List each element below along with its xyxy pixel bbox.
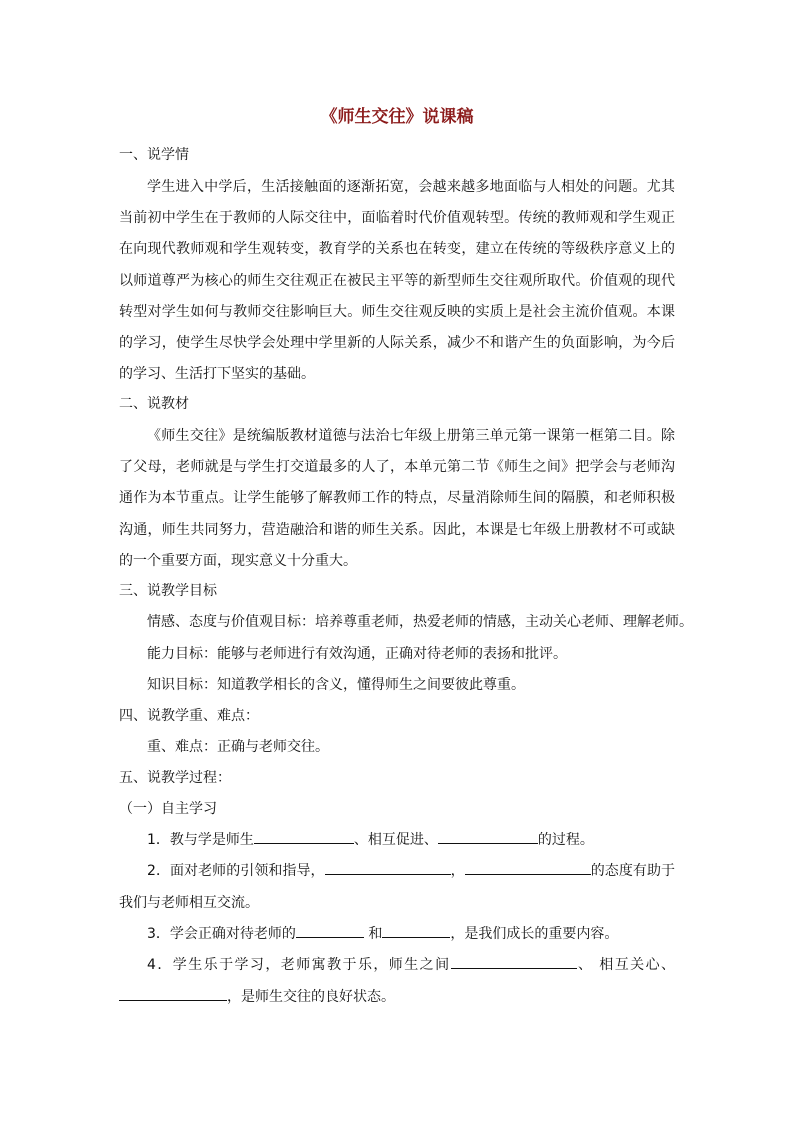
answer-blank[interactable] [254,828,354,844]
question-4-part-c: ，是师生交往的良好状态。 [227,988,395,1005]
question-2-part-c: 的态度有助于我们与老师相互交流。 [119,863,675,911]
question-1-part-b: 、相互促进、 [353,832,438,848]
answer-blank[interactable] [325,859,451,875]
section-heading-textbook: 二、说教材 [119,396,189,412]
question-4-part-b: 、 相互关心、 [576,957,675,973]
question-1 [119,825,675,857]
key-points-text: 重、难点：正确与老师交往。 [147,739,329,755]
goal-emotion: 情感、态度与价值观目标：培养尊重老师，热爱老师的情感，主动关心老师、理解老师。 [147,614,693,630]
question-3-part-b: 和 [363,926,383,942]
question-2-part-b: ， [450,863,465,879]
question-4-part-a: 4．学生乐于学习，老师寓教于乐，师生之间 [147,957,451,973]
subsection-self-study: （一）自主学习 [119,801,217,817]
goal-ability: 能力目标：能够与老师进行有效沟通，正确对待老师的表扬和批评。 [147,646,567,662]
question-3-part-c: ，是我们成长的重要内容。 [450,926,619,942]
question-3-part-a: 3．学会正确对待老师的 [147,926,296,942]
answer-blank[interactable] [296,922,364,938]
answer-blank[interactable] [451,953,577,969]
answer-blank[interactable] [465,859,591,875]
section-heading-teaching-process: 五、说教学过程： [119,770,231,786]
goal-knowledge: 知识目标：知道教学相长的含义，懂得师生之间要彼此尊重。 [147,677,525,693]
question-1-part-a: 1．教与学是师生 [147,832,254,848]
answer-blank[interactable] [382,922,450,938]
student-situation-paragraph: 学生进入中学后，生活接触面的逐渐拓宽，会越来越多地面临与人相处的问题。尤其当前初中学生在于教师的人际交往中，面临着时代价值观转型。传统的教师观和学生观正在向现代教师观和学生观转变，教育学的关系也在转变，建立在传统的等级秩序意义上的以师道尊严为核心的师生交往观正在被民主平等的新型师生交往观所取代。价值观的现代转型对学生如何与教师交往影响巨大。师生交往观反映的实质上是社会主流价值观。本课的学习，使学生尽快学会处理中学里新的人际关系，减少不和谐产生的负面影响，为今后的学习、生活打下坚实的基础。 [119,179,675,383]
document-title: 《师生交往》说课稿 [320,107,474,127]
section-heading-teaching-goals: 三、说教学目标 [119,583,217,599]
section-heading-student-situation: 一、说学情 [119,147,189,163]
question-1-part-c: 的过程。 [537,832,594,848]
question-4 [119,950,675,1013]
answer-blank[interactable] [119,985,227,1001]
question-2-part-a: 2．面对老师的引领和指导， [147,863,325,879]
question-3 [119,919,675,951]
question-2 [119,856,675,919]
textbook-paragraph: 《师生交往》是统编版教材道德与法治七年级上册第三单元第一课第一框第二目。除了父母，老师就是与学生打交道最多的人了，本单元第二节《师生之间》把学会与老师沟通作为本节重点。让学生能够了解教师工作的特点，尽量消除师生间的隔膜，和老师积极沟通，师生共同努力，营造融洽和谐的师生关系。因此，本课是七年级上册教材不可或缺的一个重要方面，现实意义十分重大。 [119,428,675,569]
answer-blank[interactable] [438,828,538,844]
section-heading-key-points: 四、说教学重、难点： [119,708,259,724]
